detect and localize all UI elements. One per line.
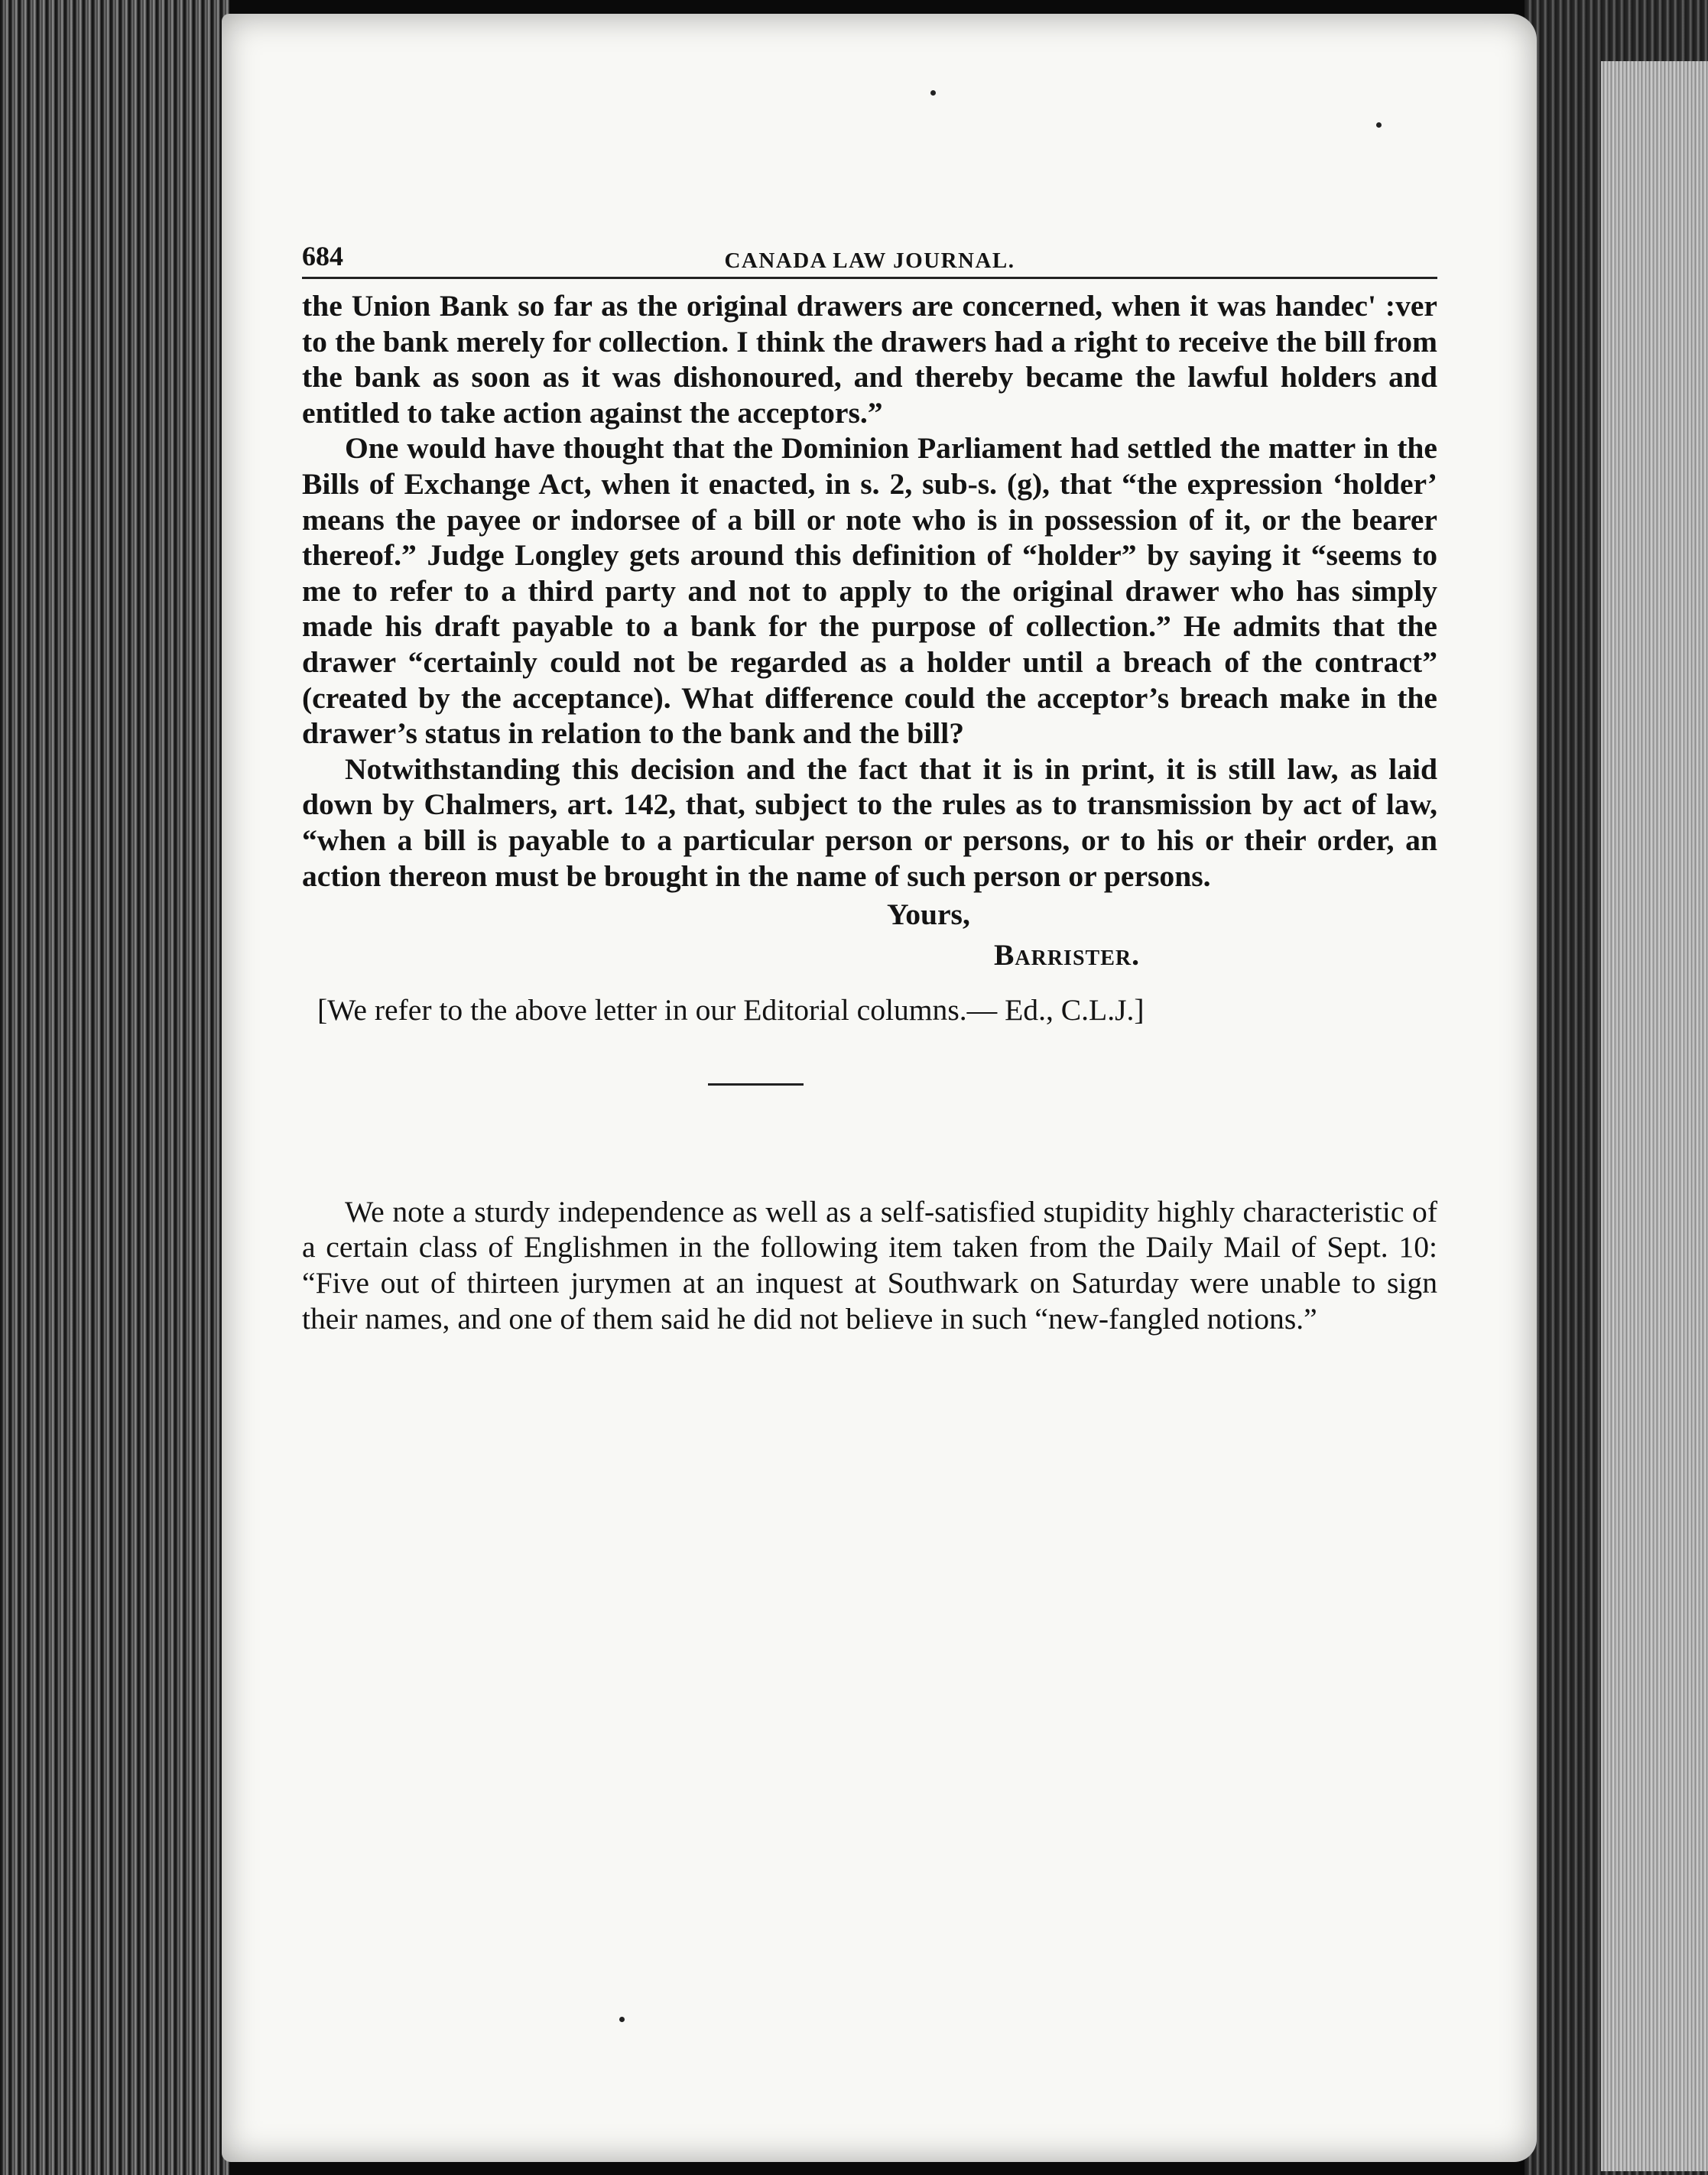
ink-speck	[930, 90, 936, 96]
section-separator	[708, 1083, 804, 1086]
ink-speck	[619, 2017, 625, 2022]
editorial-note: [We refer to the above letter in our Editorial columns.— Ed., C.L.J.]	[317, 993, 1145, 1027]
letter-paragraph: One would have thought that the Dominion Parliament had settled the matter in the Bills of Exchange Act, when it enacted, in s. 2, sub-s. (g), that “the expression ‘holder’ means the payee or indorsee of a bill or note who is in possession of it, or the bearer thereof.” Judge Longley gets around this definition of “holder” by saying it “seems to me to refer to a third party and not to apply to the original drawer who has simply made his draft payable to a bank for the purpose of collection.” He admits that the drawer “certainly could not be regarded as a holder until a breach of the contract” (created by the acceptance). What difference could the acceptor’s breach make in the drawer’s status in relation to the bank and the bill?	[302, 431, 1437, 751]
ink-speck	[1376, 122, 1382, 128]
right-page-edges	[1601, 61, 1708, 2171]
news-item: We note a sturdy independence as well as a self-satisfied stupidity highly characteristic of a certain class of Englishmen in the following item taken from the Daily Mail of Sept. 10: “Five out of thirteen jurymen at an inquest at Southwark on Saturday were unable to sign their names, and one of them said he did not believe in such “new-fangled notions.”	[302, 1194, 1437, 1336]
letter-signature: Barrister.	[994, 937, 1140, 972]
running-head	[302, 239, 1437, 275]
letter-paragraph: the Union Bank so far as the original drawers are concerned, when it was handec' :ver to the bank merely for collection. I think the drawers had a right to receive the bill from the bank as soon as it was dishonoured, and thereby became the lawful holders and entitled to take action against the acceptors.”	[302, 289, 1437, 430]
letter-paragraph: Notwithstanding this decision and the fact that it is in print, it is still law, as laid down by Chalmers, art. 142, that, subject to the rules as to transmission by act of law, “when a bill is payable to a particular person or persons, or to his or their order, an action thereon must be brought in the name of such person or persons.	[302, 752, 1437, 893]
page-content	[302, 239, 1437, 1336]
page-number: 684	[302, 241, 343, 271]
journal-title: CANADA LAW JOURNAL.	[724, 248, 1015, 273]
book-binding-edge	[0, 0, 229, 2175]
letter-closing: Yours,	[887, 898, 970, 932]
